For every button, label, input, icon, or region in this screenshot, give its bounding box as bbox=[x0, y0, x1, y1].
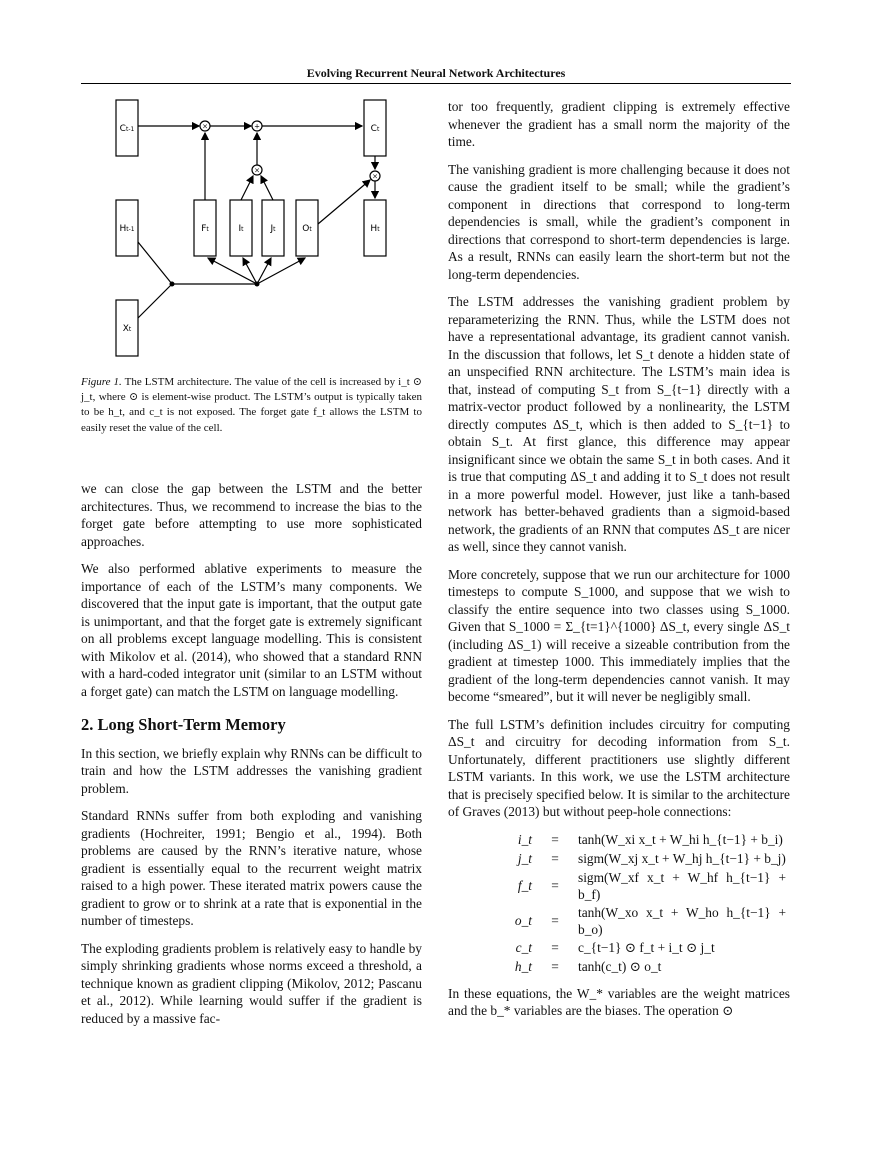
paragraph: tor too frequently, gradient clipping is extremely effective whenever the gradient has a small norm the majority of the time. bbox=[448, 99, 790, 149]
paragraph: The exploding gradients problem is relatively easy to handle by simply shrinking gradients whose norms exceed a threshold, a technique known as gradient clipping (Mikolov, 2012; Pascanu et al., 2012). While learning would suffer if the gradient is reduced by a massive fac- bbox=[81, 940, 422, 1026]
equation-rhs: sigm(W_xj x_t + W_hj h_{t−1} + b_j) bbox=[578, 851, 786, 867]
figure-caption bbox=[81, 375, 422, 436]
equation-row: j_t = sigm(W_xj x_t + W_hj h_{t−1} + b_j) bbox=[498, 850, 790, 869]
lstm-equations bbox=[448, 831, 790, 977]
left-column bbox=[81, 480, 422, 1037]
equation-lhs: f_t bbox=[517, 878, 532, 894]
equation-row: i_t = tanh(W_xi x_t + W_hi h_{t−1} + b_i) bbox=[498, 831, 790, 850]
node-label: Ct-1 bbox=[119, 124, 135, 134]
paragraph: The LSTM addresses the vanishing gradient problem by reparameterizing the RNN. Thus, while the LSTM does not have a representational advantage, its gradient cannot vanish. In the discussion that follows, let S_t denote a hidden state of an unspecified RNN architecture. The LSTM’s main idea is that, instead of computing S_t from S_{t−1} directly with a matrix-vector product followed by a nonlinearity, the LSTM directly computes ΔS_t, which is then added to S_{t−1} to obtain S_t. At first glance, this difference may appear insignificant since we obtain the same S_t in both cases. And it is true that computing ΔS_t and adding it to S_t does not result in a more powerful model. However, just like a tanh-based network has better-behaved gradients than a sigmoid-based network, the gradients of an RNN that computes ΔS_t are nicer as well, since they cannot vanish. bbox=[448, 294, 790, 554]
paragraph: In these equations, the W_* variables are the weight matrices and the b_* variables are the biases. The operation ⊙ bbox=[448, 985, 790, 1018]
header-rule bbox=[81, 83, 791, 84]
paragraph: The vanishing gradient is more challenging because it does not cause the gradient itself to be small; while the gradient’s component in directions that correspond to long-term dependencies is small, while the gradient’s component in directions that correspond to short-term dependencies is large. As a result, RNNs can easily learn the short-term but not the long-term dependencies. bbox=[448, 161, 790, 282]
right-column bbox=[448, 98, 790, 1030]
paragraph: We also performed ablative experiments to measure the importance of each of the LSTM’s many components. We discovered that the input gate is important, that the output gate is unimportant, and that the forget gate is extremely significant on all problems except language modelling. This is consistent with Mikolov et al. (2014), who showed that a standard RNN with a hard-coded integrator unit (similar to an LSTM without a forget gate) can match the LSTM on language modelling. bbox=[81, 561, 422, 699]
equation-lhs: i_t bbox=[517, 832, 532, 848]
caption-text: The LSTM architecture. The value of the cell is increased by i_t ⊙ j_t, where ⊙ is element-wise product. The LSTM’s output is typically taken to be h_t, and c_t is not exposed. The forget gate f_t allows the LSTM to easily reset the value of the cell. bbox=[81, 376, 422, 434]
svg-text:×: × bbox=[372, 172, 378, 181]
node-label: Ht bbox=[370, 224, 380, 234]
svg-text:×: × bbox=[202, 122, 208, 131]
running-title: Evolving Recurrent Neural Network Architectures bbox=[306, 66, 566, 80]
paragraph: In this section, we briefly explain why RNNs can be difficult to train and how the LSTM addresses the vanishing gradient problem. bbox=[81, 745, 422, 796]
node-label: Jt bbox=[270, 224, 276, 234]
svg-text:+: + bbox=[254, 122, 260, 131]
equation-lhs: h_t bbox=[514, 959, 532, 975]
node-label: Ft bbox=[201, 224, 209, 234]
equation-row: o_t = tanh(W_xo x_t + W_ho h_{t−1} + b_o) bbox=[498, 904, 790, 939]
equation-rhs: sigm(W_xf x_t + W_hf h_{t−1} + b_f) bbox=[578, 869, 786, 902]
equation-rhs: tanh(W_xi x_t + W_hi h_{t−1} + b_i) bbox=[578, 832, 783, 848]
node-label: Ot bbox=[302, 224, 312, 234]
node-label: Xt bbox=[122, 324, 132, 334]
node-label: Ht-1 bbox=[119, 224, 135, 234]
equation-lhs: c_t bbox=[515, 940, 532, 956]
equation-lhs: j_t bbox=[517, 851, 532, 867]
caption-label: Figure 1. bbox=[81, 376, 122, 388]
equation-lhs: o_t bbox=[514, 913, 532, 929]
paragraph: Standard RNNs suffer from both exploding and vanishing gradients (Hochreiter, 1991; Bengio et al., 1994). Both problems are caused by the RNN’s iterative nature, whose gradient is essentially equal to the recurrent weight matrix raised to a high power. These iterated matrix powers cause the gradient to grow or to shrink at a rate that is exponential in the number of timesteps. bbox=[81, 808, 422, 928]
equation-row: c_t = c_{t−1} ⊙ f_t + i_t ⊙ j_t bbox=[498, 939, 790, 958]
section-heading: 2. Long Short-Term Memory bbox=[81, 715, 286, 734]
paragraph: we can close the gap between the LSTM and the better architectures. Thus, we recommend to increase the bias to the forget gate before attempting to use more sophisticated approaches. bbox=[81, 481, 422, 549]
lstm-diagram bbox=[100, 92, 400, 362]
node-label: Ct bbox=[370, 124, 380, 134]
paragraph: More concretely, suppose that we run our architecture for 1000 timesteps to compute S_1000, and suppose that we wish to classify the entire sequence into two classes using S_1000. Given that S_1000 = Σ_{t=1}^{1000} ΔS_t, every single ΔS_t (including ΔS_1) will receive a sizeable contribution from the gradient at timestep 1000. This immediately implies that the gradient of the long-term dependencies cannot vanish. It may become “smeared”, but it will never be negligibly small. bbox=[448, 566, 790, 704]
equation-row: f_t = sigm(W_xf x_t + W_hf h_{t−1} + b_f) bbox=[498, 869, 790, 904]
svg-text:×: × bbox=[254, 166, 260, 175]
equation-rhs: tanh(c_t) ⊙ o_t bbox=[578, 959, 662, 975]
node-label: It bbox=[238, 224, 244, 234]
equation-rhs: tanh(W_xo x_t + W_ho h_{t−1} + b_o) bbox=[578, 904, 786, 937]
equation-row: h_t = tanh(c_t) ⊙ o_t bbox=[498, 958, 790, 977]
equation-rhs: c_{t−1} ⊙ f_t + i_t ⊙ j_t bbox=[578, 940, 715, 956]
paragraph: The full LSTM’s definition includes circuitry for computing ΔS_t and circuitry for decoding information from S_t. Unfortunately, different practitioners use slightly different LSTM variants. In this work, we use the LSTM architecture that is precisely specified below. It is similar to the architecture of Graves (2013) but without peep-hole connections: bbox=[448, 716, 790, 819]
